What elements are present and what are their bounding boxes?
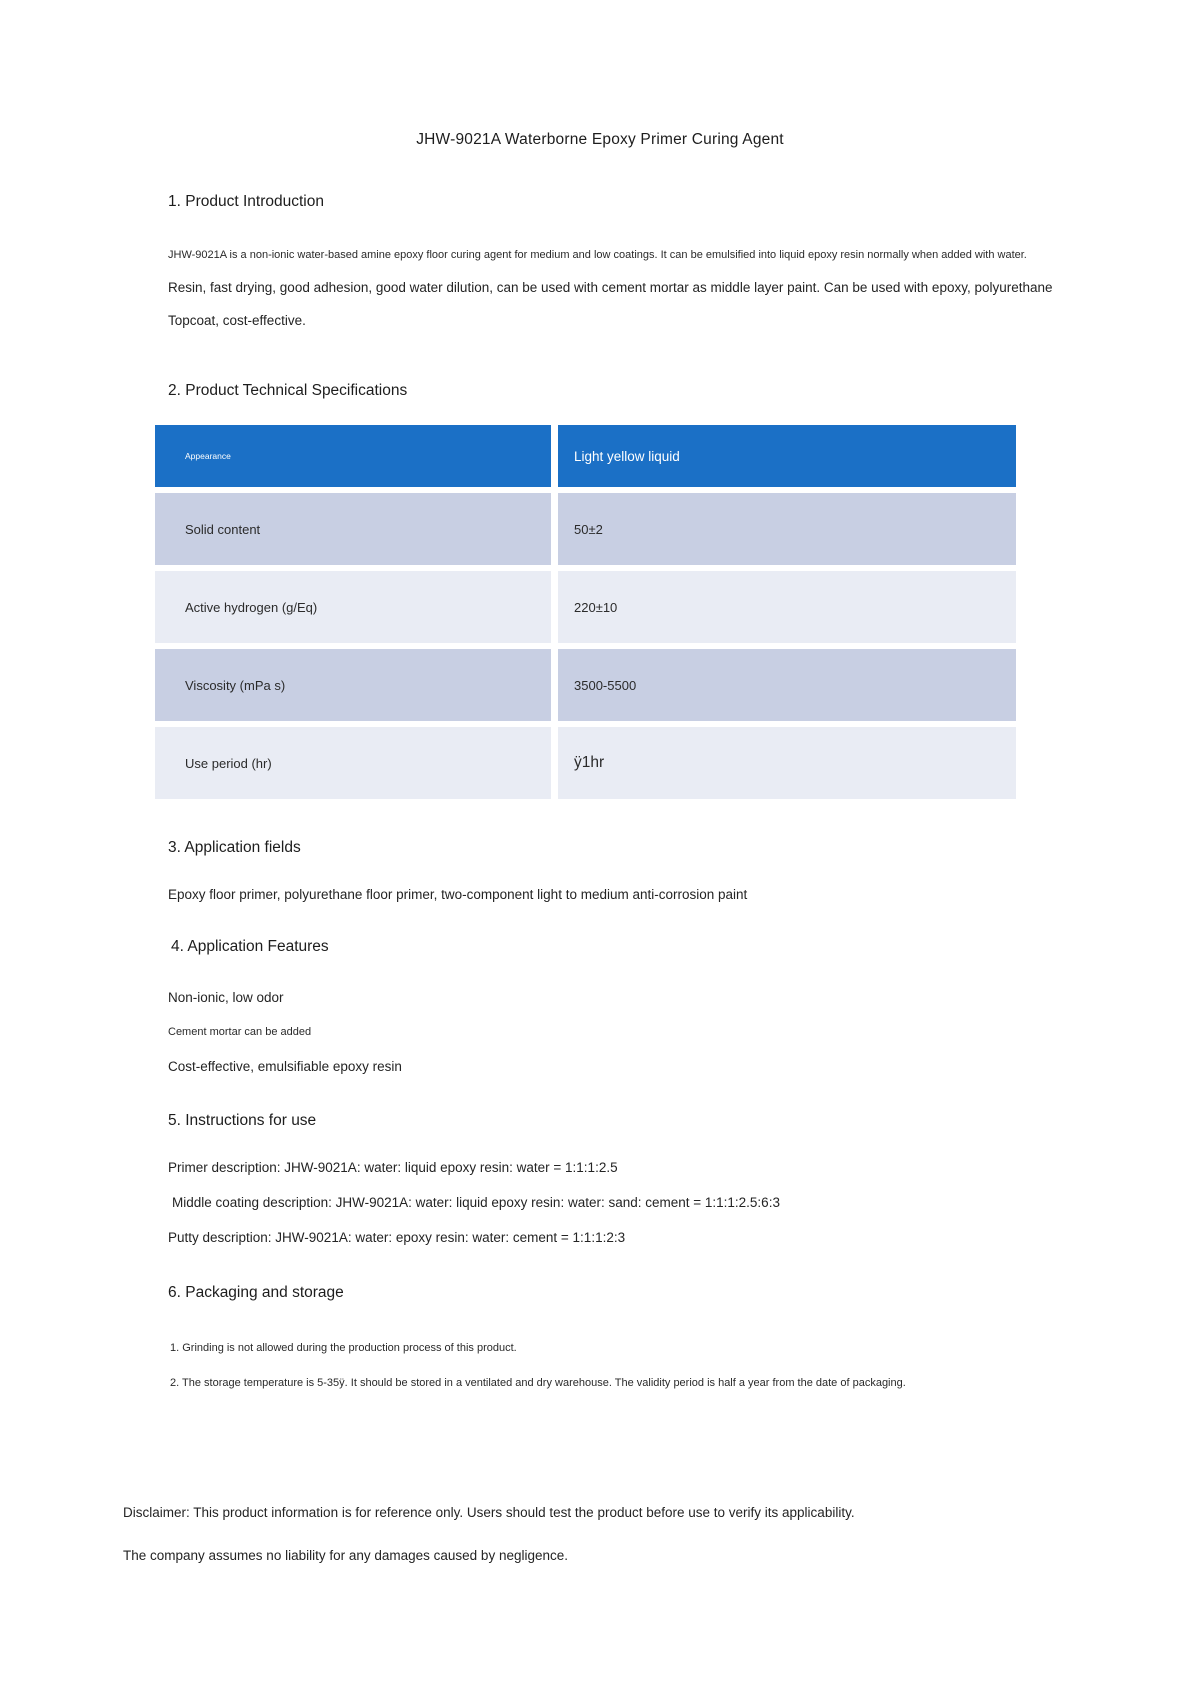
feature-item-3: Cost-effective, emulsifiable epoxy resin: [168, 1059, 402, 1074]
spec-row-solid-content: [155, 493, 1016, 565]
spec-row-viscosity: [155, 649, 1016, 721]
heading-technical-specifications: 2. Product Technical Specifications: [168, 382, 408, 399]
spec-label: Active hydrogen (g/Eq): [155, 571, 551, 643]
spec-value: 220±10: [558, 571, 1016, 643]
intro-paragraph-line-1: JHW-9021A is a non-ionic water-based amine epoxy floor curing agent for medium and low coatings. It can be emulsified into liquid epoxy resin normally when added with water.: [168, 249, 1027, 261]
spec-table-header-row: [155, 425, 1016, 487]
packaging-note-1: 1. Grinding is not allowed during the production process of this product.: [170, 1342, 517, 1354]
spec-label: Viscosity (mPa s): [155, 649, 551, 721]
spec-table: [155, 425, 1016, 799]
page-title: JHW-9021A Waterborne Epoxy Primer Curing Agent: [416, 131, 784, 148]
spec-header-label: Appearance: [155, 425, 551, 487]
feature-item-2: Cement mortar can be added: [168, 1026, 312, 1038]
disclaimer-line-2: The company assumes no liability for any damages caused by negligence.: [123, 1548, 568, 1563]
spec-value: 50±2: [558, 493, 1016, 565]
application-fields-text: Epoxy floor primer, polyurethane floor primer, two-component light to medium anti-corrosion paint: [168, 887, 748, 902]
heading-application-features: 4. Application Features: [171, 938, 329, 955]
spec-row-use-period: [155, 727, 1016, 799]
intro-paragraph-line-3: Topcoat, cost-effective.: [168, 313, 306, 328]
spec-value: 3500-5500: [558, 649, 1016, 721]
instruction-putty: Putty description: JHW-9021A: water: epoxy resin: water: cement = 1:1:1:2:3: [168, 1230, 626, 1245]
disclaimer-line-1: Disclaimer: This product information is for reference only. Users should test the product before use to verify its applicability.: [123, 1505, 855, 1520]
packaging-note-2: 2. The storage temperature is 5-35ÿ. It should be stored in a ventilated and dry warehouse. The validity period is half a year from the date of packaging.: [170, 1377, 906, 1389]
spec-value: ÿ1hr: [558, 727, 1016, 799]
feature-item-1: Non-ionic, low odor: [168, 990, 284, 1005]
spec-header-value: Light yellow liquid: [558, 425, 1016, 487]
spec-label: Solid content: [155, 493, 551, 565]
heading-application-fields: 3. Application fields: [168, 839, 301, 856]
heading-instructions-for-use: 5. Instructions for use: [168, 1112, 317, 1129]
heading-product-introduction: 1. Product Introduction: [168, 193, 324, 210]
instruction-primer: Primer description: JHW-9021A: water: liquid epoxy resin: water = 1:1:1:2.5: [168, 1160, 618, 1175]
instruction-middle-coating: Middle coating description: JHW-9021A: water: liquid epoxy resin: water: sand: cement = 1:1:1:2.5:6:3: [172, 1195, 780, 1210]
intro-paragraph-line-2: Resin, fast drying, good adhesion, good water dilution, can be used with cement mortar as middle layer paint. Can be used with epoxy, polyurethane: [168, 280, 1053, 295]
spec-label: Use period (hr): [155, 727, 551, 799]
heading-packaging-storage: 6. Packaging and storage: [168, 1284, 344, 1301]
spec-row-active-hydrogen: [155, 571, 1016, 643]
